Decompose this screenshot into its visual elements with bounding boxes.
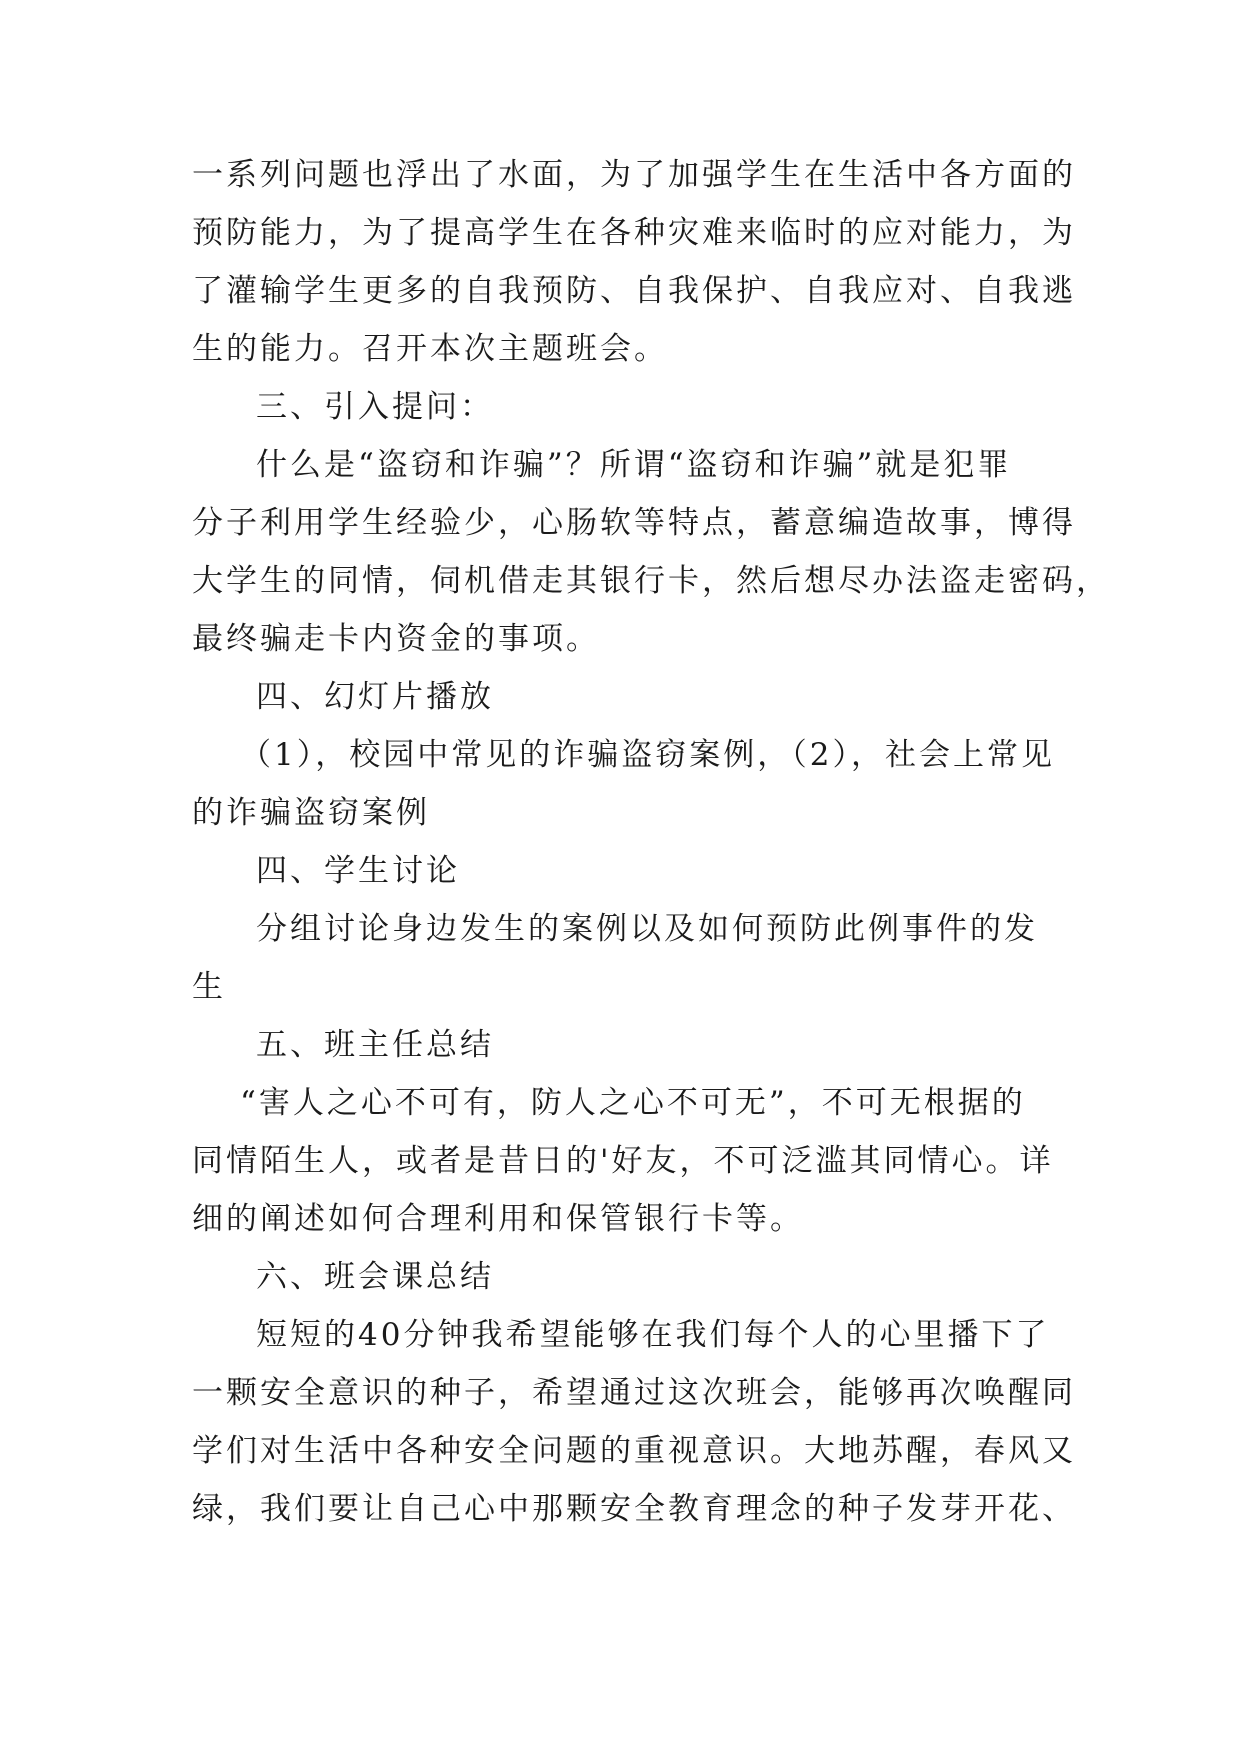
section-heading: 五、班主任总结 [256,1027,494,1063]
paragraph-line: 绿，我们要让自己心中那颗安全教育理念的种子发芽开花、 [192,1491,1076,1527]
paragraph-line: 细的阐述如何合理利用和保管银行卡等。 [192,1201,804,1237]
paragraph-line: 什么是“盗窃和诈骗”？所谓“盗窃和诈骗”就是犯罪 [256,447,1012,483]
paragraph-line: 短短的40分钟我希望能够在我们每个人的心里播下了 [256,1317,1050,1353]
paragraph-line: 分子利用学生经验少，心肠软等特点，蓄意编造故事，博得 [192,505,1076,541]
paragraph-line: （1），校园中常见的诈骗盗窃案例，（2），社会上常见 [240,737,1055,773]
paragraph-line: 一系列问题也浮出了水面，为了加强学生在生活中各方面的 [192,157,1076,193]
paragraph-line: “害人之心不可有，防人之心不可无”，不可无根据的 [240,1085,1026,1121]
section-heading: 三、引入提问： [256,389,494,425]
section-heading: 四、学生讨论 [256,853,460,889]
paragraph-line: 生的能力。召开本次主题班会。 [192,331,668,367]
paragraph-line: 了灌输学生更多的自我预防、自我保护、自我应对、自我逃 [192,273,1076,309]
paragraph-line: 同情陌生人，或者是昔日的'好友，不可泛滥其同情心。详 [192,1143,1054,1179]
section-heading: 六、班会课总结 [256,1259,494,1295]
section-heading: 四、幻灯片播放 [256,679,494,715]
paragraph-line: 分组讨论身边发生的案例以及如何预防此例事件的发 [256,911,1038,947]
paragraph-line: 大学生的同情，伺机借走其银行卡，然后想尽办法盗走密码， [192,563,1110,599]
paragraph-line: 预防能力，为了提高学生在各种灾难来临时的应对能力，为 [192,215,1076,251]
paragraph-line: 学们对生活中各种安全问题的重视意识。大地苏醒，春风又 [192,1433,1076,1469]
paragraph-line: 一颗安全意识的种子，希望通过这次班会，能够再次唤醒同 [192,1375,1076,1411]
paragraph-line: 最终骗走卡内资金的事项。 [192,621,600,657]
paragraph-line: 的诈骗盗窃案例 [192,795,430,831]
paragraph-line: 生 [192,969,226,1005]
